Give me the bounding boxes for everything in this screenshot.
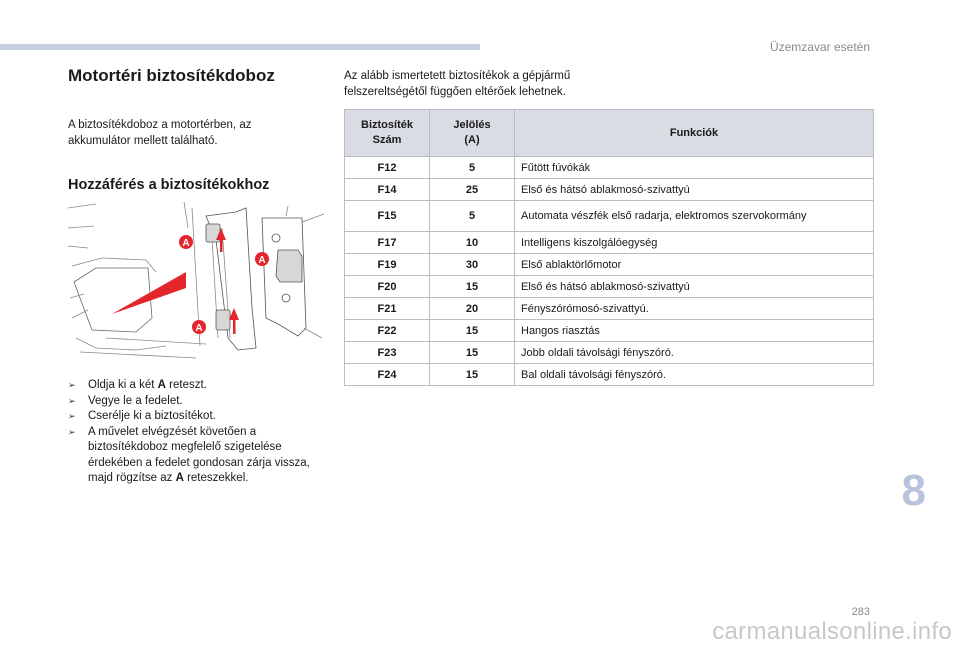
header-rating: Jelölés (A) [430,110,515,157]
table-row: F20 15 Első és hátsó ablakmosó-szivattyú [345,276,874,298]
step-item: ➢ A művelet elvégzését követően a biztosítékdoboz megfelelő szigetelése érdekében a fedelet gondosan zárja vissza, majd rögzítse az A reteszekkel. [68,425,310,484]
header-fuse-number: Biztosíték Szám [345,110,430,157]
bullet-arrow-icon: ➢ [68,380,76,390]
fuse-table [344,109,874,386]
step-item: ➢ Vegye le a fedelet. [68,394,330,410]
bullet-arrow-icon: ➢ [68,395,76,406]
callout-label: A [182,238,190,249]
table-row: F22 15 Hangos riasztás [345,320,874,342]
table-row: F14 25 Első és hátsó ablakmosó-szivattyú [345,179,874,201]
chapter-number: 8 [901,466,926,515]
fusebox-illustration [66,198,328,362]
subtitle: Hozzáférés a biztosítékokhoz [68,177,270,193]
intro-text: A biztosítékdoboz a motortérben, az akkumulátor mellett található. [68,119,252,147]
section-title: Üzemzavar esetén [769,40,870,54]
step-list [68,378,330,487]
table-row: F12 5 Fűtött fúvókák [345,157,874,179]
callout-label: A [258,255,266,266]
step-item: ➢ Cserélje ki a biztosítékot. [68,409,330,425]
table-row: F15 5 Automata vészfék első radarja, elektromos szervokormány [345,201,874,232]
callout-label: A [195,323,203,334]
page-title: Motortéri biztosítékdoboz [68,66,275,85]
page-number: 283 [851,606,870,618]
watermark: carmanualsonline.info [712,618,952,645]
step-item: ➢ Oldja ki a két A reteszt. [68,378,330,394]
table-row: F17 10 Intelligens kiszolgálóegység [345,232,874,254]
table-row: F24 15 Bal oldali távolsági fényszóró. [345,364,874,386]
header-function: Funkciók [515,110,874,157]
table-row: F21 20 Fényszórómosó-szivattyú. [345,298,874,320]
bullet-arrow-icon: ➢ [68,411,76,421]
table-note: Az alább ismertetett biztosítékok a gépjármű felszereltségétől függően eltérőek lehetnek. [344,70,571,98]
table-row: F19 30 Első ablaktörlőmotor [345,254,874,276]
table-row: F23 15 Jobb oldali távolsági fényszóró. [345,342,874,364]
bullet-arrow-icon: ➢ [68,426,76,437]
header-bar [0,44,480,50]
